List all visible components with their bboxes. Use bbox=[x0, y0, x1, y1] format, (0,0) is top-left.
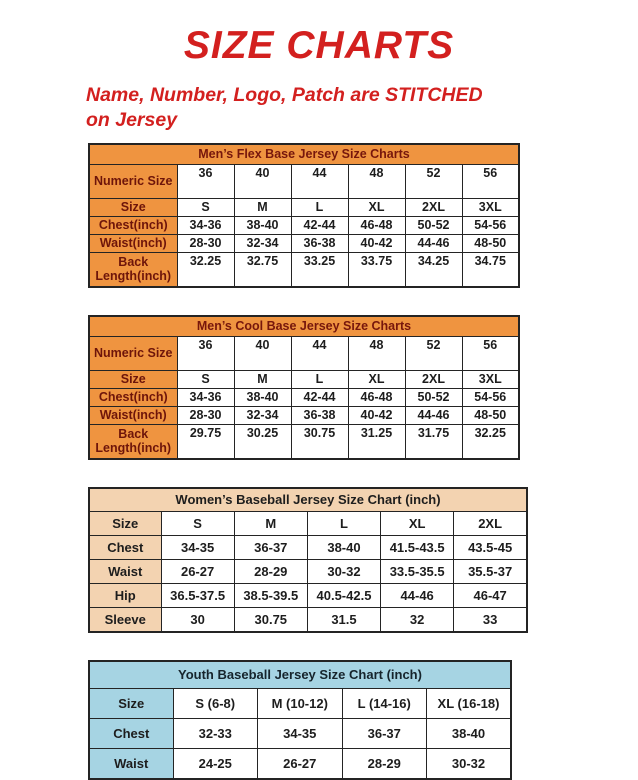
size-value-cell: 30.25 bbox=[234, 424, 291, 459]
table-row bbox=[89, 388, 519, 406]
size-value-cell: 2XL bbox=[405, 370, 462, 388]
row-label-cell: Chest(inch) bbox=[89, 216, 177, 234]
table-row bbox=[89, 234, 519, 252]
row-label-cell: Chest(inch) bbox=[89, 388, 177, 406]
size-value-cell: 54-56 bbox=[462, 388, 519, 406]
size-value-cell: 42-44 bbox=[291, 216, 348, 234]
size-value-cell: 36-37 bbox=[342, 718, 427, 748]
youth-table-title: Youth Baseball Jersey Size Chart (inch) bbox=[89, 661, 511, 689]
size-value-cell: 56 bbox=[462, 336, 519, 370]
size-value-cell: 26-27 bbox=[258, 748, 343, 779]
size-value-cell: M bbox=[234, 370, 291, 388]
size-value-cell: 32 bbox=[381, 607, 454, 632]
size-value-cell: 34-36 bbox=[177, 216, 234, 234]
size-value-cell: L bbox=[291, 198, 348, 216]
size-value-cell: 26-27 bbox=[161, 559, 234, 583]
row-label-cell: Chest bbox=[89, 718, 173, 748]
size-value-cell: 30.75 bbox=[291, 424, 348, 459]
womens-size-table bbox=[88, 487, 528, 633]
row-label-cell: Waist(inch) bbox=[89, 406, 177, 424]
size-value-cell: L (14-16) bbox=[342, 688, 427, 718]
table-header-row bbox=[89, 488, 527, 512]
size-value-cell: S bbox=[177, 198, 234, 216]
size-value-cell: 44 bbox=[291, 336, 348, 370]
row-label-cell: Waist bbox=[89, 559, 161, 583]
size-value-cell: 36.5-37.5 bbox=[161, 583, 234, 607]
size-value-cell: 30-32 bbox=[307, 559, 380, 583]
row-label-cell: Waist bbox=[89, 748, 173, 779]
size-value-cell: 36 bbox=[177, 164, 234, 198]
size-value-cell: S bbox=[161, 511, 234, 535]
mens-cool-table-title: Men’s Cool Base Jersey Size Charts bbox=[89, 316, 519, 337]
size-value-cell: 32-34 bbox=[234, 406, 291, 424]
subtitle-line-2: on Jersey bbox=[86, 108, 178, 131]
size-value-cell: 52 bbox=[405, 336, 462, 370]
size-value-cell: 40 bbox=[234, 164, 291, 198]
size-value-cell: 40 bbox=[234, 336, 291, 370]
table-header-row bbox=[89, 316, 519, 337]
size-charts-page bbox=[0, 24, 638, 774]
table-row bbox=[89, 748, 511, 779]
size-value-cell: 48-50 bbox=[462, 234, 519, 252]
mens-flex-size-table bbox=[88, 143, 520, 288]
table-row bbox=[89, 688, 511, 718]
size-value-cell: 30-32 bbox=[427, 748, 512, 779]
table-row bbox=[89, 718, 511, 748]
size-value-cell: 24-25 bbox=[173, 748, 258, 779]
size-value-cell: 54-56 bbox=[462, 216, 519, 234]
size-value-cell: XL bbox=[381, 511, 454, 535]
size-value-cell: 46-48 bbox=[348, 388, 405, 406]
subtitle-line-1: Name, Number, Logo, Patch are STITCHED bbox=[86, 83, 483, 106]
size-value-cell: XL (16-18) bbox=[427, 688, 512, 718]
mens-cool-size-table bbox=[88, 315, 520, 460]
row-label-cell: Back Length(inch) bbox=[89, 424, 177, 459]
row-label-cell: Size bbox=[89, 688, 173, 718]
size-value-cell: 38-40 bbox=[427, 718, 512, 748]
row-label-cell: Size bbox=[89, 370, 177, 388]
size-value-cell: 50-52 bbox=[405, 216, 462, 234]
size-value-cell: 28-30 bbox=[177, 406, 234, 424]
size-value-cell: 43.5-45 bbox=[454, 535, 527, 559]
size-value-cell: 48 bbox=[348, 164, 405, 198]
table-row bbox=[89, 198, 519, 216]
size-value-cell: 36-38 bbox=[291, 406, 348, 424]
size-value-cell: 40-42 bbox=[348, 234, 405, 252]
size-value-cell: 28-29 bbox=[234, 559, 307, 583]
table-row bbox=[89, 252, 519, 287]
size-value-cell: 56 bbox=[462, 164, 519, 198]
size-value-cell: 34.75 bbox=[462, 252, 519, 287]
size-value-cell: 29.75 bbox=[177, 424, 234, 459]
row-label-cell: Hip bbox=[89, 583, 161, 607]
row-label-cell: Size bbox=[89, 511, 161, 535]
table-row bbox=[89, 511, 527, 535]
size-value-cell: 33 bbox=[454, 607, 527, 632]
row-label-cell: Chest bbox=[89, 535, 161, 559]
size-value-cell: 48 bbox=[348, 336, 405, 370]
row-label-cell: Waist(inch) bbox=[89, 234, 177, 252]
size-value-cell: 32.75 bbox=[234, 252, 291, 287]
size-value-cell: 2XL bbox=[405, 198, 462, 216]
size-value-cell: 31.75 bbox=[405, 424, 462, 459]
size-value-cell: 34-35 bbox=[258, 718, 343, 748]
size-value-cell: 38.5-39.5 bbox=[234, 583, 307, 607]
table-row bbox=[89, 406, 519, 424]
size-value-cell: 32.25 bbox=[177, 252, 234, 287]
size-value-cell: 33.25 bbox=[291, 252, 348, 287]
size-value-cell: XL bbox=[348, 198, 405, 216]
row-label-cell: Sleeve bbox=[89, 607, 161, 632]
size-value-cell: 40-42 bbox=[348, 406, 405, 424]
size-value-cell: 44-46 bbox=[381, 583, 454, 607]
size-value-cell: 34-36 bbox=[177, 388, 234, 406]
table-row bbox=[89, 424, 519, 459]
size-value-cell: S bbox=[177, 370, 234, 388]
size-value-cell: 44-46 bbox=[405, 406, 462, 424]
size-value-cell: 46-47 bbox=[454, 583, 527, 607]
table-row bbox=[89, 535, 527, 559]
size-value-cell: XL bbox=[348, 370, 405, 388]
size-value-cell: 32.25 bbox=[462, 424, 519, 459]
size-value-cell: 30 bbox=[161, 607, 234, 632]
row-label-cell: Numeric Size bbox=[89, 336, 177, 370]
size-value-cell: M bbox=[234, 511, 307, 535]
size-value-cell: 30.75 bbox=[234, 607, 307, 632]
size-value-cell: 28-29 bbox=[342, 748, 427, 779]
size-value-cell: 38-40 bbox=[234, 388, 291, 406]
size-value-cell: 31.25 bbox=[348, 424, 405, 459]
size-value-cell: 3XL bbox=[462, 370, 519, 388]
size-value-cell: 33.5-35.5 bbox=[381, 559, 454, 583]
size-value-cell: S (6-8) bbox=[173, 688, 258, 718]
row-label-cell: Numeric Size bbox=[89, 164, 177, 198]
size-value-cell: L bbox=[307, 511, 380, 535]
table-row bbox=[89, 164, 519, 198]
table-row bbox=[89, 336, 519, 370]
size-value-cell: 36 bbox=[177, 336, 234, 370]
size-value-cell: 38-40 bbox=[234, 216, 291, 234]
page-title: SIZE CHARTS bbox=[183, 24, 455, 67]
size-value-cell: 28-30 bbox=[177, 234, 234, 252]
size-value-cell: 52 bbox=[405, 164, 462, 198]
size-value-cell: 34-35 bbox=[161, 535, 234, 559]
row-label-cell: Size bbox=[89, 198, 177, 216]
table-header-row bbox=[89, 144, 519, 165]
size-tables-region bbox=[88, 143, 638, 780]
size-value-cell: 31.5 bbox=[307, 607, 380, 632]
size-value-cell: L bbox=[291, 370, 348, 388]
table-row bbox=[89, 216, 519, 234]
table-row bbox=[89, 370, 519, 388]
size-value-cell: 2XL bbox=[454, 511, 527, 535]
size-value-cell: 44-46 bbox=[405, 234, 462, 252]
size-value-cell: 42-44 bbox=[291, 388, 348, 406]
size-value-cell: 35.5-37 bbox=[454, 559, 527, 583]
row-label-cell: Back Length(inch) bbox=[89, 252, 177, 287]
size-value-cell: 41.5-43.5 bbox=[381, 535, 454, 559]
size-value-cell: 46-48 bbox=[348, 216, 405, 234]
size-value-cell: 48-50 bbox=[462, 406, 519, 424]
size-value-cell: 36-37 bbox=[234, 535, 307, 559]
size-value-cell: M (10-12) bbox=[258, 688, 343, 718]
size-value-cell: 34.25 bbox=[405, 252, 462, 287]
table-row bbox=[89, 559, 527, 583]
size-value-cell: 33.75 bbox=[348, 252, 405, 287]
size-value-cell: 40.5-42.5 bbox=[307, 583, 380, 607]
size-value-cell: 50-52 bbox=[405, 388, 462, 406]
page-subtitle bbox=[86, 83, 638, 133]
size-value-cell: M bbox=[234, 198, 291, 216]
size-value-cell: 44 bbox=[291, 164, 348, 198]
youth-size-table bbox=[88, 660, 512, 780]
table-row bbox=[89, 583, 527, 607]
size-value-cell: 32-34 bbox=[234, 234, 291, 252]
size-value-cell: 32-33 bbox=[173, 718, 258, 748]
size-value-cell: 3XL bbox=[462, 198, 519, 216]
table-row bbox=[89, 607, 527, 632]
size-value-cell: 36-38 bbox=[291, 234, 348, 252]
table-header-row bbox=[89, 661, 511, 689]
mens-flex-table-title: Men’s Flex Base Jersey Size Charts bbox=[89, 144, 519, 165]
womens-table-title: Women’s Baseball Jersey Size Chart (inch) bbox=[89, 488, 527, 512]
size-value-cell: 38-40 bbox=[307, 535, 380, 559]
